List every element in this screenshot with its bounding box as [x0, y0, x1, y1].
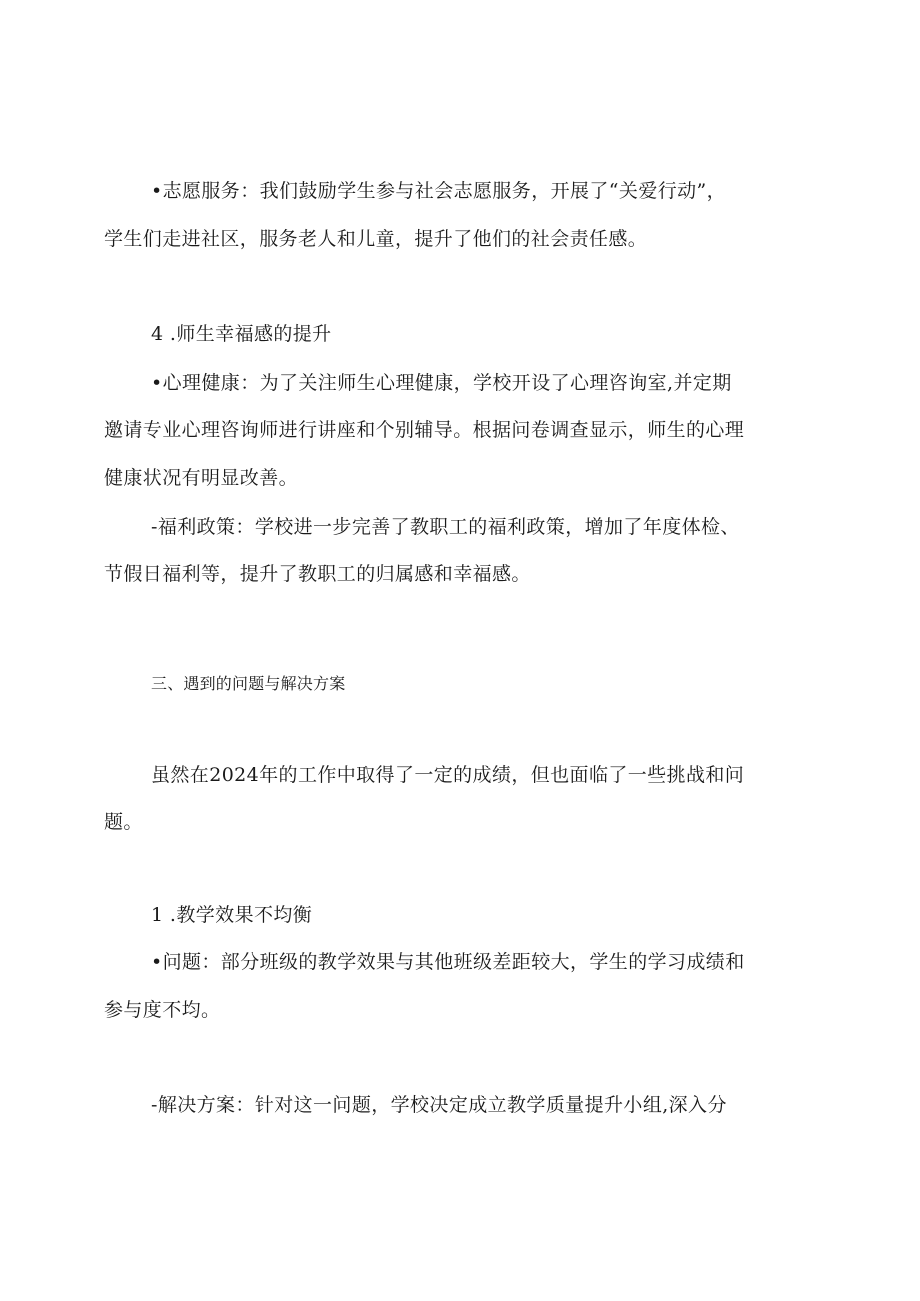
mental-health-line-2: 邀请专业心理咨询师进行讲座和个别辅导。根据问卷调查显示，师生的心理	[104, 419, 745, 441]
mental-health-line-3: 健康状况有明显改善。	[104, 467, 299, 489]
welfare-line-1: -福利政策：学校进一步完善了教职工的福利政策，增加了年度体检、	[151, 516, 740, 538]
section-4-title: 4 .师生幸福感的提升	[151, 323, 332, 345]
problem-line-2: 参与度不均。	[104, 999, 221, 1021]
welfare-line-2: 节假日福利等，提升了教职工的归属感和幸福感。	[104, 563, 531, 585]
item-1-title: 1 .教学效果不均衡	[151, 904, 313, 926]
intro-line-2: 题。	[104, 811, 143, 833]
solution-line-1: -解决方案：针对这一问题，学校决定成立教学质量提升小组,深入分	[151, 1094, 727, 1116]
intro-line-1: 虽然在2024年的工作中取得了一定的成绩，但也面临了一些挑战和问	[151, 764, 745, 786]
volunteer-line-1: •志愿服务：我们鼓励学生参与社会志愿服务，开展了“关爱行动”，	[151, 180, 727, 202]
part-3-heading: 三、遇到的问题与解决方案	[151, 674, 346, 693]
mental-health-line-1: •心理健康：为了关注师生心理健康，学校开设了心理咨询室,并定期	[151, 372, 732, 394]
problem-line-1: •问题：部分班级的教学效果与其他班级差距较大，学生的学习成绩和	[151, 951, 745, 973]
volunteer-line-2: 学生们走进社区，服务老人和儿童，提升了他们的社会责任感。	[104, 228, 648, 250]
